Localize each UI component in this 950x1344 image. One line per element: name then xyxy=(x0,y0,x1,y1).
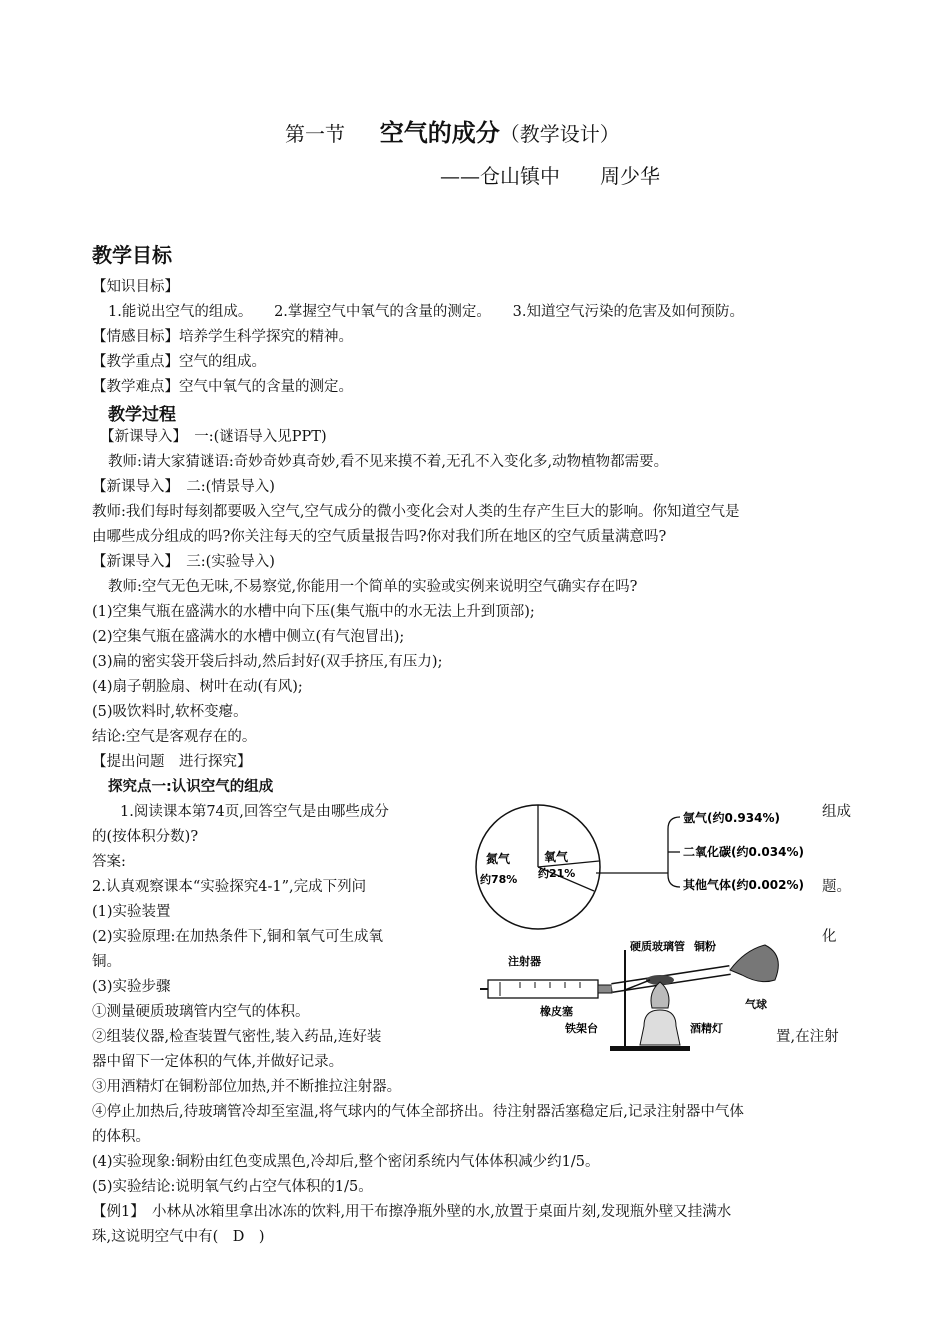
knowledge-label: 【知识目标】 xyxy=(92,279,179,295)
example1-line2: 珠,这说明空气中有( D ) xyxy=(92,1229,265,1245)
q1-line1: 1.阅读课本第74页,回答空气是由哪些成分 xyxy=(120,804,389,820)
title-main: 空气的成分 xyxy=(379,119,500,147)
difficulty-point: 【教学难点】空气中氧气的含量的测定。 xyxy=(92,379,353,395)
principle-line2: 铜。 xyxy=(92,954,121,970)
example-item: (4)扇子朝脸扇、树叶在动(有风); xyxy=(92,679,303,695)
apparatus-label: (1)实验装置 xyxy=(92,904,171,920)
alcohol-lamp xyxy=(640,1010,680,1045)
pie-label-co2: 二氧化碳(约0.034%) xyxy=(683,845,804,859)
pie-label-oxygen: 氧气 xyxy=(544,850,569,864)
step-2-end: 置,在注射 xyxy=(776,1029,839,1045)
label-glass-tube: 硬质玻璃管 xyxy=(630,940,685,953)
steps-label: (3)实验步骤 xyxy=(92,979,171,995)
key-point: 【教学重点】空气的组成。 xyxy=(92,354,266,370)
question-label: 【提出问题 进行探究】 xyxy=(92,754,252,770)
knowledge-items: 1.能说出空气的组成。 2.掌握空气中氧气的含量的测定。 3.知道空气污染的危害及如何预防。 xyxy=(108,304,744,320)
step-4-line2: 的体积。 xyxy=(92,1129,150,1145)
page-title xyxy=(285,113,620,148)
air-composition-figure xyxy=(468,795,813,930)
q2-line1: 2.认真观察课本“实验探究4-1”,完成下列问 xyxy=(92,879,367,895)
pie-value-nitrogen: 约78% xyxy=(480,873,518,886)
example-item: (1)空集气瓶在盛满水的水槽中向下压(集气瓶中的水无法上升到顶部); xyxy=(92,604,535,620)
goals-heading: 教学目标 xyxy=(92,243,172,267)
iron-stand-base xyxy=(610,1046,690,1051)
intro2-label: 【新课导入】 二:(情景导入) xyxy=(92,479,275,495)
explore1-heading: 探究点一:认识空气的组成 xyxy=(108,779,274,795)
phenomenon: (4)实验现象:铜粉由红色变成黑色,冷却后,整个密闭系统内气体体积减少约1/5。 xyxy=(92,1154,600,1170)
title-section: 第一节 xyxy=(285,122,345,146)
intro1-text: 教师:请大家猜谜语:奇妙奇妙真奇妙,看不见来摸不着,无孔不入变化多,动物植物都需要。 xyxy=(108,454,669,470)
author-line: ——仓山镇中 周少华 xyxy=(440,164,660,188)
intro3-text: 教师:空气无色无味,不易察觉,你能用一个简单的实验或实例来说明空气确实存在吗? xyxy=(108,579,638,595)
process-heading: 教学过程 xyxy=(108,405,176,425)
step-3: ③用酒精灯在铜粉部位加热,并不断推拉注射器。 xyxy=(92,1079,402,1095)
title-sub: （教学设计） xyxy=(499,122,620,146)
intro2-line1: 教师:我们每时每刻都要吸入空气,空气成分的微小变化会对人类的生存产生巨大的影响。你知道空气是 xyxy=(92,504,740,520)
answer-label: 答案: xyxy=(92,854,126,870)
label-syringe: 注射器 xyxy=(508,955,541,968)
intro3-label: 【新课导入】 三:(实验导入) xyxy=(92,554,275,570)
q2-end: 题。 xyxy=(822,879,851,895)
intro1-label: 【新课导入】 一:(谜语导入见PPT) xyxy=(100,429,327,445)
rubber-stopper xyxy=(598,985,612,993)
principle-end: 化 xyxy=(822,929,837,945)
syringe-body xyxy=(488,980,598,998)
principle-line1: (2)实验原理:在加热条件下,铜和氧气可生成氧 xyxy=(92,929,384,945)
apparatus-figure xyxy=(480,930,790,1060)
label-stopper: 橡皮塞 xyxy=(540,1005,573,1018)
pie-label-other: 其他气体(约0.002%) xyxy=(683,878,804,892)
q1-line2: 的(按体积分数)? xyxy=(92,829,199,845)
label-stand: 铁架台 xyxy=(565,1022,598,1035)
pie-value-oxygen: 约21% xyxy=(538,867,576,880)
intro2-line2: 由哪些成分组成的吗?你关注每天的空气质量报告吗?你对我们所在地区的空气质量满意吗? xyxy=(92,529,667,545)
pie-label-nitrogen: 氮气 xyxy=(486,852,511,866)
step-4-line1: ④停止加热后,待玻璃管冷却至室温,将气球内的气体全部挤出。待注射器活塞稳定后,记录注射器中气体 xyxy=(92,1104,744,1120)
balloon xyxy=(730,945,778,982)
label-lamp: 酒精灯 xyxy=(690,1022,723,1035)
label-balloon: 气球 xyxy=(745,998,767,1011)
example-item: (3)扁的密实袋开袋后抖动,然后封好(双手挤压,有压力); xyxy=(92,654,443,670)
result: (5)实验结论:说明氧气约占空气体积的1/5。 xyxy=(92,1179,373,1195)
q1-end: 组成 xyxy=(822,804,851,820)
pie-label-argon: 氩气(约0.934%) xyxy=(683,811,780,825)
label-copper: 铜粉 xyxy=(694,940,716,953)
step-2-line2: 器中留下一定体积的气体,并做好记录。 xyxy=(92,1054,344,1070)
step-1: ①测量硬质玻璃管内空气的体积。 xyxy=(92,1004,310,1020)
example-item: (5)吸饮料时,软杯变瘪。 xyxy=(92,704,248,720)
conclusion: 结论:空气是客观存在的。 xyxy=(92,729,257,745)
example1-line1: 【例1】 小林从冰箱里拿出冰冻的饮料,用干布擦净瓶外壁的水,放置于桌面片刻,发现瓶外壁又挂满水 xyxy=(92,1204,732,1220)
step-2-line1: ②组装仪器,检查装置气密性,装入药品,连好装 xyxy=(92,1029,382,1045)
example-item: (2)空集气瓶在盛满水的水槽中侧立(有气泡冒出); xyxy=(92,629,405,645)
emotion-goal: 【情感目标】培养学生科学探究的精神。 xyxy=(92,329,353,345)
